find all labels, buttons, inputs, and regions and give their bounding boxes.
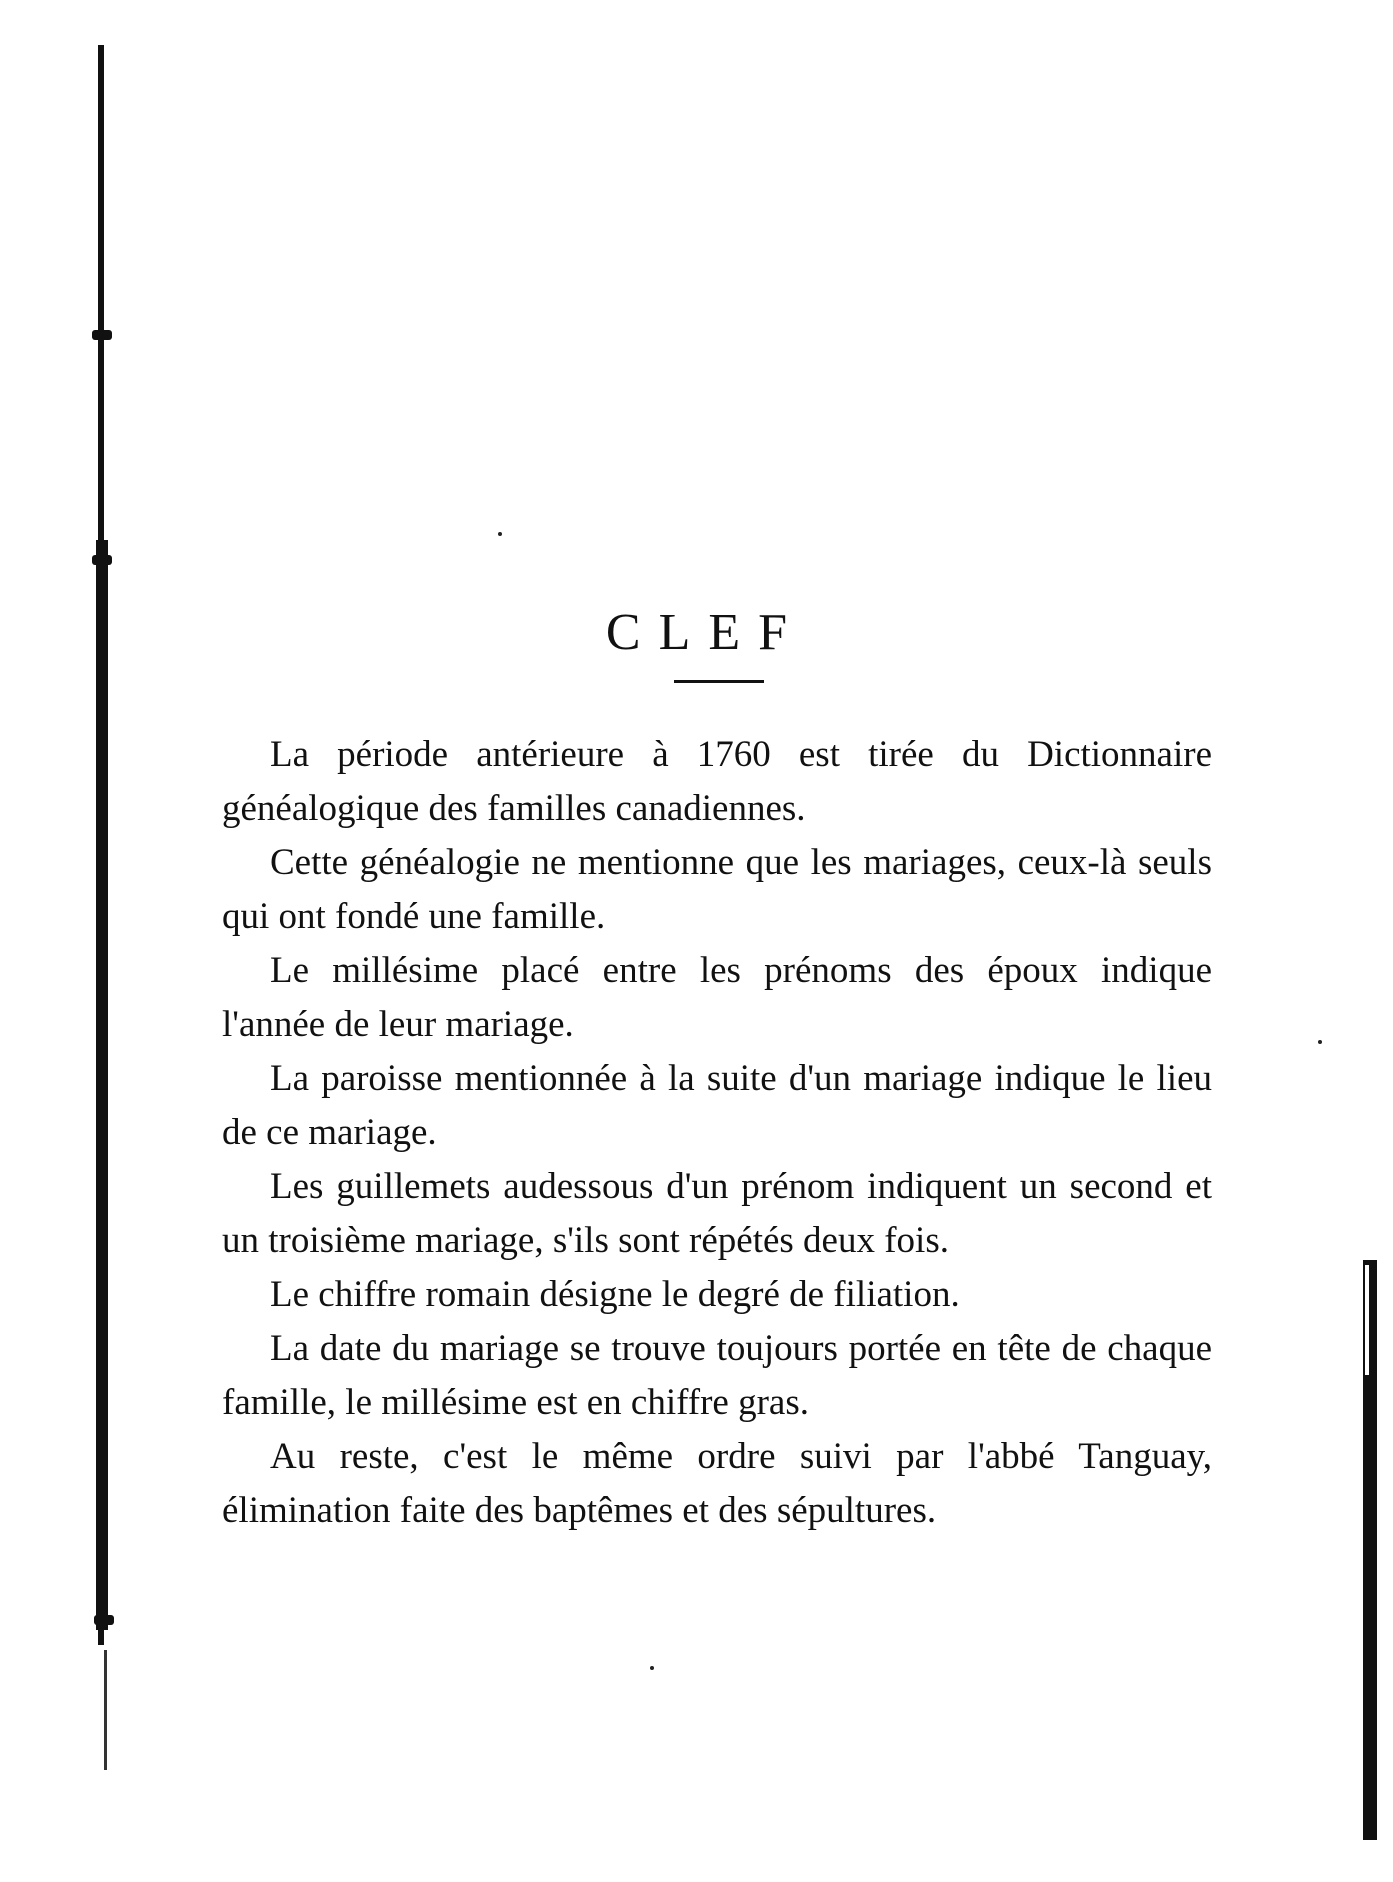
paragraph: La paroisse mentionnée à la suite d'un mariage indique le lieu de ce mariage.	[222, 1058, 1212, 1153]
title-rule	[674, 680, 764, 683]
paragraph: Cette généalogie ne mentionne que les mariages, ceux-là seuls qui ont fondé une famille.	[222, 842, 1212, 937]
paragraph: Les guillemets audessous d'un prénom indiquent un second et un troisième mariage, s'ils sont répétés deux fois.	[222, 1166, 1212, 1261]
binding-notch-middle	[92, 555, 112, 565]
paragraph: Au reste, c'est le même ordre suivi par l'abbé Tanguay, élimination faite des baptêmes et des sépultures.	[222, 1436, 1212, 1531]
body-text	[222, 728, 1212, 1538]
page-title: CLEF	[605, 603, 806, 661]
paragraph: Le chiffre romain désigne le degré de filiation.	[270, 1274, 960, 1315]
binding-notch-upper	[92, 330, 112, 340]
binding-edge-left-dark	[96, 540, 108, 1630]
scan-speck	[650, 1666, 654, 1670]
binding-notch-lower	[94, 1615, 114, 1625]
scan-speck	[1318, 1040, 1322, 1044]
paragraph: La période antérieure à 1760 est tirée du Dictionnaire généalogique des familles canadiennes.	[222, 734, 1212, 829]
paragraph: Le millésime placé entre les prénoms des époux indique l'année de leur mariage.	[222, 950, 1212, 1045]
paragraph: La date du mariage se trouve toujours portée en tête de chaque famille, le millésime est en chiffre gras.	[222, 1328, 1212, 1423]
scan-speck	[498, 532, 502, 536]
binding-edge-right-gap	[1365, 1265, 1369, 1375]
binding-edge-left-tail	[104, 1650, 107, 1770]
